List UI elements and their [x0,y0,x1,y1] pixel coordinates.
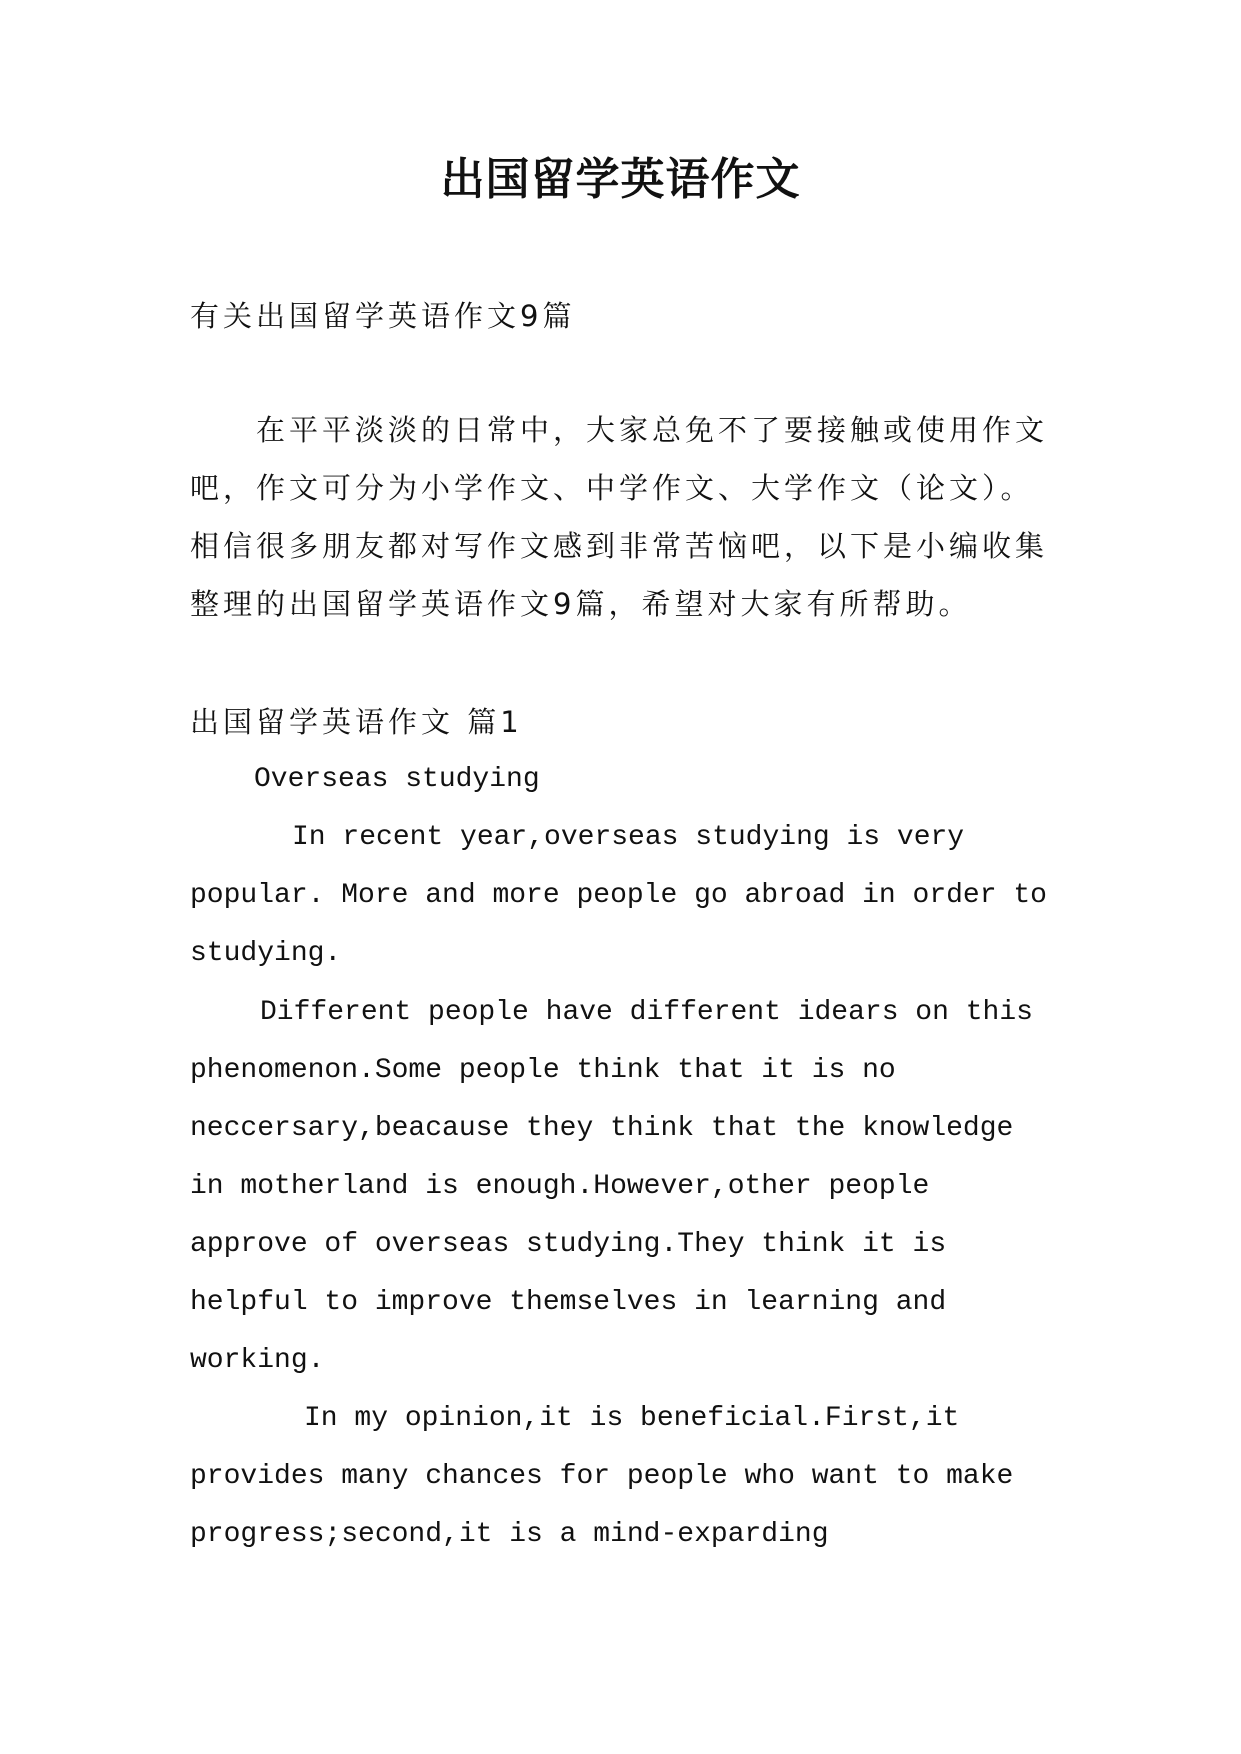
text-line: neccersary,beacause they think that the knowledge [190,1113,1014,1144]
text-line: Different people have different idears on this [260,997,1033,1028]
text-line: In recent year,overseas studying is very [292,822,965,853]
intro-line: 在平平淡淡的日常中，大家总免不了要接触或使用作文 [256,413,1049,447]
text-line: In my opinion,it is beneficial.First,it [304,1403,960,1434]
essay-title: Overseas studying [254,764,540,795]
section-heading: 出国留学英语作文 篇1 [190,705,523,739]
text-line: approve of overseas studying.They think it is [190,1229,947,1260]
text-line: studying. [190,938,342,969]
intro-line: 吧，作文可分为小学作文、中学作文、大学作文（论文）。 [190,471,1034,505]
intro-line: 相信很多朋友都对写作文感到非常苦恼吧，以下是小编收集 [190,529,1049,563]
text-line: provides many chances for people who want to make [190,1461,1014,1492]
text-line: in motherland is enough.However,other people [190,1171,930,1202]
text-line: helpful to improve themselves in learning and [190,1287,947,1318]
text-line: working. [190,1345,325,1376]
document-title: 出国留学英语作文 [440,154,801,205]
text-line: phenomenon.Some people think that it is no [190,1055,896,1086]
document-subtitle: 有关出国留学英语作文9篇 [190,299,576,333]
text-line: popular. More and more people go abroad in order to [190,880,1047,911]
intro-line: 整理的出国留学英语作文9篇，希望对大家有所帮助。 [190,587,972,621]
text-line: progress;second,it is a mind-exparding [190,1519,829,1550]
